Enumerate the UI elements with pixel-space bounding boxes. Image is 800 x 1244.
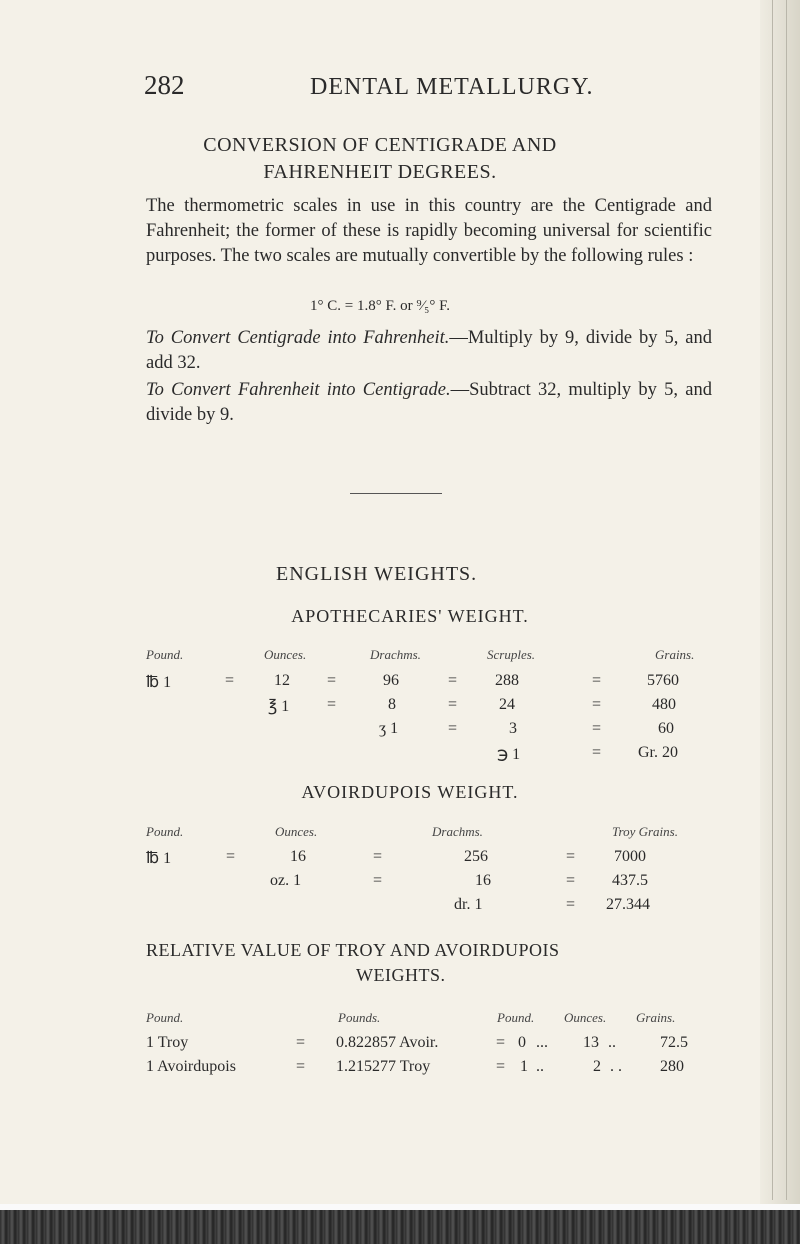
conversion-intro: The thermometric scales in use in this country are the Centigrade and Fahrenheit; the former of these is rapidly becoming universal for scientific purposes. The two scales are mutually convertible by the following rules :	[146, 196, 712, 266]
table-cell: 8	[388, 696, 396, 713]
table-cell: =	[448, 672, 458, 689]
table-cell: ʒ 1	[379, 720, 399, 737]
conversion-formula: 1° C. = 1.8° F. or ⁹⁄₅° F.	[310, 298, 450, 314]
avoir-header-drachms: Drachms.	[432, 824, 483, 839]
table-cell: 1.215277 Troy	[336, 1058, 431, 1075]
table-cell: 5760	[647, 672, 679, 689]
table-cell: 3	[509, 720, 517, 737]
conversion-title-line1: CONVERSION OF CENTIGRADE AND	[203, 134, 557, 156]
table-cell: 256	[464, 848, 488, 865]
table-cell: 0.822857 Avoir.	[336, 1034, 439, 1051]
rule1-text: —Multiply by 9, divide by 5, and add 32.	[146, 328, 712, 373]
table-cell: =	[296, 1058, 306, 1075]
relative-header-ounces: Ounces.	[564, 1010, 607, 1025]
table-cell: =	[592, 696, 602, 713]
rule-centigrade-to-fahrenheit	[146, 326, 712, 376]
avoir-header-ounces: Ounces.	[275, 824, 318, 839]
table-cell: 1 Troy	[146, 1034, 189, 1051]
avoir-header-troy-grains: Troy Grains.	[612, 824, 678, 839]
table-cell: =	[373, 848, 383, 865]
table-cell: =	[566, 848, 576, 865]
table-cell: 60	[658, 720, 674, 737]
apoth-header-ounces: Ounces.	[264, 647, 307, 662]
table-cell: 7000	[614, 848, 646, 865]
table-cell: ℔ 1	[146, 674, 172, 691]
table-cell: 16	[290, 848, 306, 865]
table-cell: 16	[475, 872, 491, 889]
table-cell: =	[448, 720, 458, 737]
apoth-header-pound: Pound.	[146, 647, 184, 662]
table-cell: 2	[593, 1058, 601, 1075]
table-cell: 13	[583, 1034, 599, 1051]
table-cell: ℔ 1	[146, 850, 172, 867]
relative-header-pounds: Pounds.	[338, 1010, 381, 1025]
table-cell: =	[496, 1058, 506, 1075]
relative-title-line1: RELATIVE VALUE OF TROY AND AVOIRDUPOIS	[146, 940, 560, 960]
table-cell: 1 Avoirdupois	[146, 1058, 236, 1075]
table-cell: dr. 1	[454, 896, 483, 913]
apoth-header-grains: Grains.	[655, 647, 695, 662]
table-cell: =	[496, 1034, 506, 1051]
table-cell: ...	[536, 1034, 548, 1051]
table-cell: =	[566, 872, 576, 889]
table-cell: ℥ 1	[268, 698, 290, 715]
english-weights-title: ENGLISH WEIGHTS.	[276, 563, 478, 585]
table-cell: 72.5	[660, 1034, 688, 1051]
table-cell: 280	[660, 1058, 684, 1075]
page-edge-line	[772, 0, 773, 1200]
conversion-title-line2: FAHRENHEIT DEGREES.	[263, 161, 497, 183]
table-cell: 437.5	[612, 872, 648, 889]
rule1-label: To Convert Centigrade into Fahrenheit.	[146, 328, 450, 348]
table-cell: =	[592, 744, 602, 761]
running-title: DENTAL METALLURGY.	[310, 74, 594, 100]
table-cell: oz. 1	[270, 872, 302, 889]
table-cell: 288	[495, 672, 519, 689]
table-cell: 12	[274, 672, 290, 689]
avoirdupois-title: AVOIRDUPOIS WEIGHT.	[301, 782, 519, 802]
table-cell: 0	[518, 1034, 526, 1051]
table-cell: Gr. 20	[638, 744, 678, 761]
table-cell: =	[296, 1034, 306, 1051]
table-cell: ..	[608, 1034, 616, 1051]
table-cell: =	[566, 896, 576, 913]
table-cell: 24	[499, 696, 515, 713]
relative-header-pound-2: Pound.	[497, 1010, 535, 1025]
table-cell: ..	[536, 1058, 544, 1075]
table-cell: . .	[610, 1058, 622, 1075]
page-number: 282	[144, 70, 185, 100]
relative-header-grains: Grains.	[636, 1010, 676, 1025]
scan-bottom-band	[0, 1210, 800, 1244]
rule-fahrenheit-to-centigrade	[146, 378, 712, 428]
page-edge-line	[786, 0, 787, 1200]
relative-title-line2: WEIGHTS.	[356, 965, 446, 985]
table-cell: =	[225, 672, 235, 689]
table-cell: 27.344	[606, 896, 650, 913]
table-cell: =	[373, 872, 383, 889]
table-cell: =	[327, 672, 337, 689]
section-divider	[350, 493, 442, 494]
table-cell: =	[327, 696, 337, 713]
rule2-label: To Convert Fahrenheit into Centigrade.	[146, 380, 451, 400]
apoth-header-drachms: Drachms.	[370, 647, 421, 662]
table-cell: 480	[652, 696, 676, 713]
apoth-header-scruples: Scruples.	[487, 647, 536, 662]
table-cell: ℈ 1	[497, 746, 521, 763]
table-cell: =	[448, 696, 458, 713]
table-cell: 96	[383, 672, 399, 689]
table-cell: =	[226, 848, 236, 865]
relative-header-pound: Pound.	[146, 1010, 184, 1025]
apothecaries-title: APOTHECARIES' WEIGHT.	[291, 606, 529, 626]
table-cell: 1	[520, 1058, 528, 1075]
table-cell: =	[592, 672, 602, 689]
avoir-header-pound: Pound.	[146, 824, 184, 839]
rule2-text: —Subtract 32, multiply by 5, and divide by 9.	[146, 380, 712, 425]
table-cell: =	[592, 720, 602, 737]
